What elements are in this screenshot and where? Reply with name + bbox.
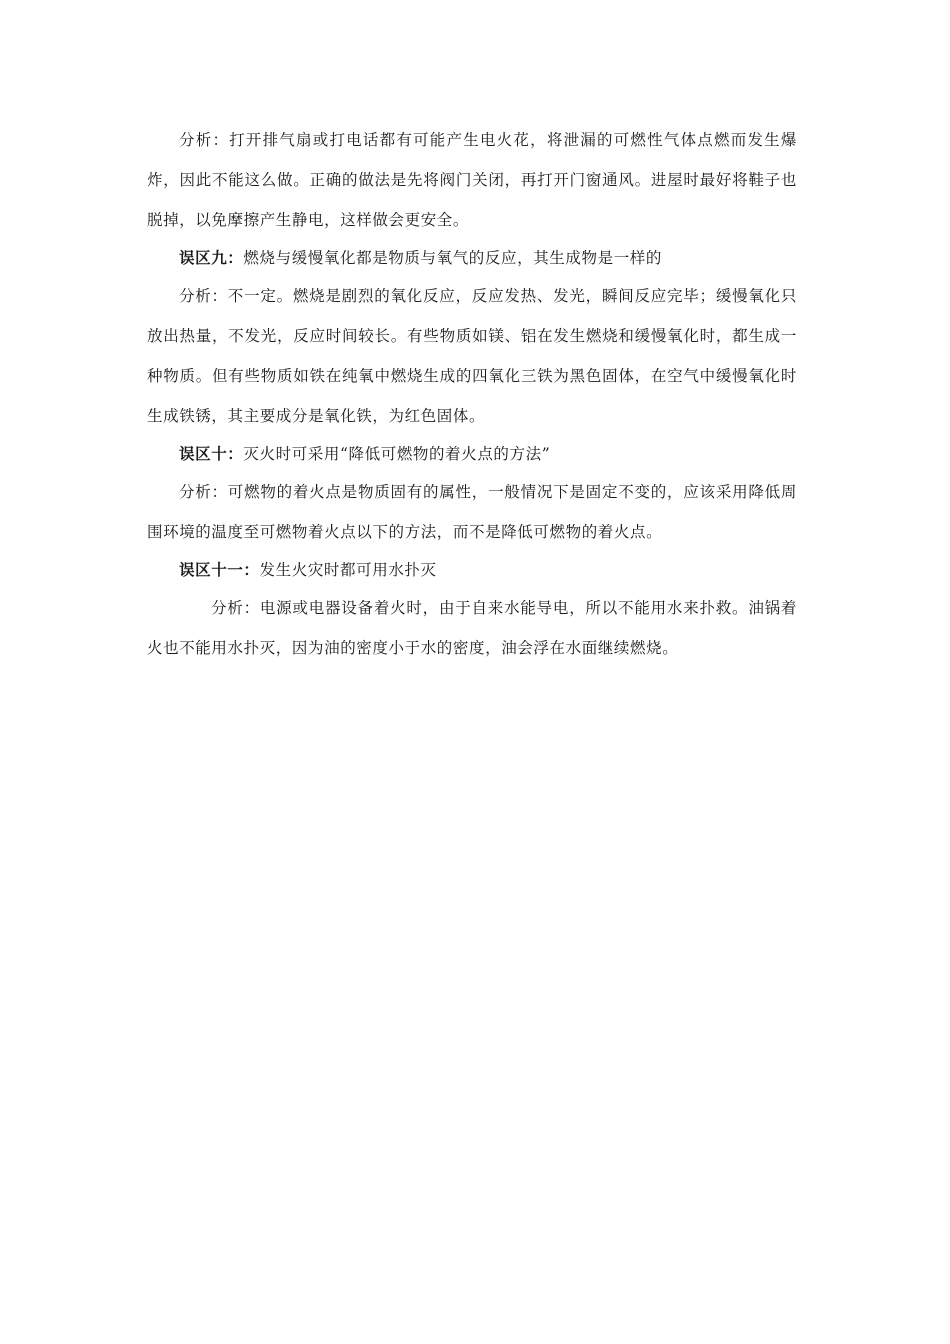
analysis-paragraph-10: 分析：可燃物的着火点是物质固有的属性，一般情况下是固定不变的，应该采用降低周围环境的温度至可燃物着火点以下的方法，而不是降低可燃物的着火点。 bbox=[147, 483, 797, 541]
misconception-title-9: 燃烧与缓慢氧化都是物质与氧气的反应，其生成物是一样的 bbox=[243, 249, 663, 267]
misconception-tag-9: 误区九： bbox=[179, 248, 244, 267]
analysis-paragraph-9: 分析：不一定。燃烧是剧烈的氧化反应，反应发热、发光，瞬间反应完毕；缓慢氧化只放出热量，不发光，反应时间较长。有些物质如镁、铝在发生燃烧和缓慢氧化时，都生成一种物质。但有些物质如铁在纯氧中燃烧生成的四氧化三铁为黑色固体，在空气中缓慢氧化时生成铁锈，其主要成分是氧化铁，为红色固体。 bbox=[147, 287, 797, 425]
misconception-title-10: 灭火时可采用“降低可燃物的着火点的方法” bbox=[243, 445, 551, 463]
document-body bbox=[147, 120, 797, 668]
analysis-paragraph-11: 分析：电源或电器设备着火时，由于自来水能导电，所以不能用水来扑救。油锅着火也不能用水扑灭，因为油的密度小于水的密度，油会浮在水面继续燃烧。 bbox=[147, 599, 797, 657]
misconception-heading-9 bbox=[147, 240, 797, 276]
misconception-heading-11 bbox=[147, 552, 797, 588]
misconception-heading-10 bbox=[147, 436, 797, 472]
misconception-tag-11: 误区十一： bbox=[179, 560, 260, 579]
analysis-paragraph-8: 分析：打开排气扇或打电话都有可能产生电火花，将泄漏的可燃性气体点燃而发生爆炸，因此不能这么做。正确的做法是先将阀门关闭，再打开门窗通风。进屋时最好将鞋子也脱掉，以免摩擦产生静电，这样做会更安全。 bbox=[147, 131, 797, 229]
misconception-title-11: 发生火灾时都可用水扑灭 bbox=[259, 561, 437, 579]
misconception-tag-10: 误区十： bbox=[179, 444, 244, 463]
